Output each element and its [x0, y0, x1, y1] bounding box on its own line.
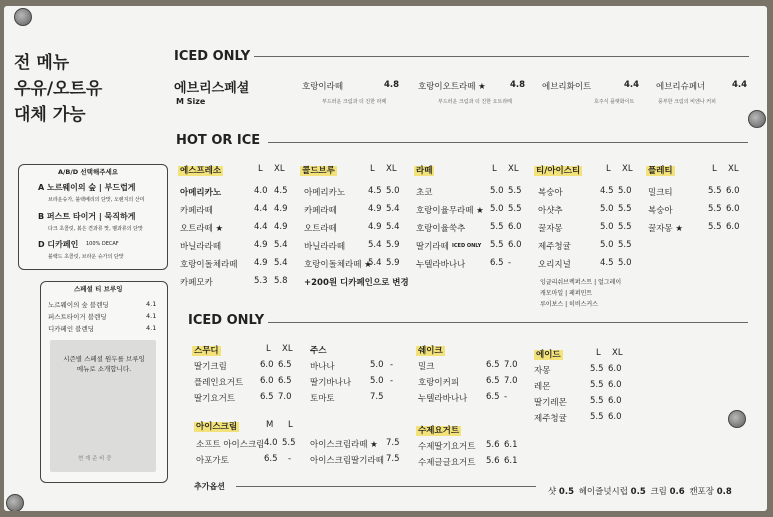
menu-item-name: 호랑이율무라떼 ★ — [416, 206, 484, 216]
col-l: L — [606, 164, 611, 174]
price-l: 6.0 — [260, 360, 274, 370]
price-xl: 5.0 — [386, 186, 400, 196]
menu-item-desc: 호주식 플랫화이트 — [594, 99, 635, 105]
category-flavortea: 플레티 — [648, 166, 673, 176]
menu-item-name: 카페라떼 — [304, 206, 337, 216]
menu-item-name: 초코 — [416, 188, 433, 198]
price-xl: 5.5 — [508, 204, 522, 214]
price-xl: 5.4 — [274, 240, 288, 250]
menu-item-name: 카페모카 — [180, 278, 213, 288]
col-l: L — [258, 164, 263, 174]
category-coldbrew: 콜드브루 — [302, 166, 335, 176]
menu-item-name: 제주청귤 — [538, 242, 571, 252]
menu-item-name: 딸기라떼 — [416, 242, 449, 252]
hot-or-ice-heading: HOT OR ICE — [176, 133, 261, 148]
price-xl: 6.0 — [608, 412, 622, 422]
price-xl: 5.0 — [618, 186, 632, 196]
category-ade: 에이드 — [536, 350, 561, 360]
price-l: 6.5 — [260, 392, 274, 402]
price-l: 6.5 — [486, 376, 500, 386]
price-l: 5.0 — [600, 204, 614, 214]
col-xl: XL — [728, 164, 739, 174]
brew-item-price: 4.1 — [146, 300, 157, 308]
price-l: 5.0 — [490, 204, 504, 214]
menu-item-name: 아이스크림딸기라떼 — [310, 456, 384, 466]
bean-select-heading: A/B/D 선택해주세요 — [58, 168, 119, 176]
price-xl: 4.5 — [274, 186, 288, 196]
screw-icon — [6, 494, 24, 511]
menu-item-name: 누텔라바나나 — [418, 394, 468, 404]
price-l: 5.5 — [708, 186, 722, 196]
col-xl: XL — [508, 164, 519, 174]
col-l: L — [370, 164, 375, 174]
price-xl: - — [390, 360, 394, 370]
menu-item-name: 딸기요거트 — [194, 394, 236, 404]
menu-item-name: 에브리화이트 — [542, 82, 592, 92]
tea-note: 캐모마일 | 페퍼민트 — [540, 290, 593, 297]
menu-item-name: 호랑이커피 — [418, 378, 460, 388]
menu-board — [4, 6, 767, 511]
menu-item-name: 아이스크림라떼 ★ — [310, 440, 378, 450]
price-xl: 7.0 — [504, 360, 518, 370]
col-l: L — [288, 420, 293, 430]
price-l: 5.4 — [368, 240, 382, 250]
category-tea: 티/아이스티 — [536, 166, 581, 176]
price-xl: 6.0 — [608, 396, 622, 406]
price-l: 7.5 — [370, 392, 384, 402]
menu-item-price: 7.5 — [386, 454, 400, 464]
price-l: 5.0 — [600, 240, 614, 250]
price-l: 6.5 — [486, 392, 500, 402]
menu-item-desc: 부드러운 크림과 더 진한 라떼 — [322, 99, 387, 105]
extra-price: 0.6 — [669, 487, 685, 497]
price-xl: 6.1 — [504, 440, 518, 450]
menu-item-price: 4.8 — [384, 80, 400, 90]
menu-item-name: 호랑이돌체라떼 ★ — [304, 260, 372, 270]
col-xl: XL — [386, 164, 397, 174]
menu-item-name: 에브리슈페너 — [656, 82, 706, 92]
col-xl: XL — [612, 348, 623, 358]
price-l: 4.4 — [254, 222, 268, 232]
brew-item-price: 4.1 — [146, 324, 157, 332]
price-l: 5.0 — [600, 222, 614, 232]
price-m: 4.0 — [264, 438, 278, 448]
price-l: 5.6 — [486, 456, 500, 466]
price-l: 5.0 — [490, 186, 504, 196]
price-l: 6.0 — [260, 376, 274, 386]
bean-option-desc: 다크 초콜릿, 볶은 견과류 맛, 벨과류의 단맛 — [48, 226, 143, 232]
col-xl: XL — [274, 164, 285, 174]
menu-item-name: 밀크티 — [648, 188, 673, 198]
price-l: - — [288, 454, 292, 464]
title-line-1: 전 메뉴 — [14, 53, 70, 73]
menu-item-name: 복숭아 — [538, 188, 563, 198]
price-l: 5.5 — [708, 204, 722, 214]
menu-item-name: 호랑이돌체라떼 — [180, 260, 238, 270]
price-l: 5.5 — [590, 380, 604, 390]
bean-option-title: D 디카페인 — [38, 240, 79, 249]
price-xl: - — [504, 392, 508, 402]
price-l: 4.5 — [600, 186, 614, 196]
price-l: 5.5 — [590, 396, 604, 406]
price-m: 6.5 — [264, 454, 278, 464]
price-l: 4.4 — [254, 204, 268, 214]
menu-item-name: 호랑이율쑥추 — [416, 224, 466, 234]
price-xl: - — [390, 376, 394, 386]
menu-item-name: 수제딸기요거트 — [418, 442, 476, 452]
price-xl: 6.0 — [608, 364, 622, 374]
price-xl: 5.4 — [386, 222, 400, 232]
menu-item-name: 아메리카노 — [180, 188, 222, 198]
menu-item-name: 딸기레몬 — [534, 398, 567, 408]
iced-only-top-heading: ICED ONLY — [174, 49, 251, 64]
menu-item-name: 소프트 아이스크림 — [196, 440, 265, 450]
price-xl: 5.9 — [386, 258, 400, 268]
price-l: 4.5 — [368, 186, 382, 196]
size-label: M Size — [176, 97, 206, 106]
price-xl: 5.4 — [274, 258, 288, 268]
price-xl: 7.0 — [278, 392, 292, 402]
menu-item-price: 4.8 — [510, 80, 526, 90]
category-smoothie: 스무디 — [194, 346, 219, 356]
price-l: 5.6 — [486, 440, 500, 450]
category-latte: 라떼 — [416, 166, 433, 176]
price-xl: 5.8 — [274, 276, 288, 286]
price-xl: 5.9 — [386, 240, 400, 250]
menu-item-name: 복숭아 — [648, 206, 673, 216]
price-l: 5.0 — [370, 360, 384, 370]
price-xl: 6.0 — [726, 222, 740, 232]
menu-item-name: 오리지널 — [538, 260, 571, 270]
bean-option-title: B 퍼스트 타이거 | 묵직하게 — [38, 212, 136, 221]
price-l: 5.5 — [590, 412, 604, 422]
price-l: 4.5 — [600, 258, 614, 268]
price-l: 4.9 — [254, 240, 268, 250]
price-xl: 6.0 — [508, 240, 522, 250]
menu-item-name: 호랑이오트라떼 ★ — [418, 82, 486, 92]
title-line-2: 우유/오트유 — [14, 79, 103, 99]
col-xl: XL — [282, 344, 293, 354]
menu-item-name: 오트라떼 ★ — [180, 224, 224, 234]
price-l: 5.3 — [254, 276, 268, 286]
category-icecream: 아이스크림 — [196, 422, 238, 432]
extra-price: 0.5 — [630, 487, 646, 497]
menu-item-name: 딸기바나나 — [310, 378, 352, 388]
price-xl: 6.5 — [278, 376, 292, 386]
bean-option-title: A 노르웨이의 숲 | 부드럽게 — [38, 183, 136, 192]
menu-item-name: 바나나 — [310, 362, 335, 372]
price-xl: 6.5 — [278, 360, 292, 370]
title-line-3: 대체 가능 — [14, 105, 86, 125]
menu-item-name: 밀크 — [418, 362, 435, 372]
price-xl: 5.0 — [618, 258, 632, 268]
decaf-note: +200원 디카페인으로 변경 — [304, 278, 409, 288]
menu-item-name: 아포가토 — [196, 456, 229, 466]
price-l: 5.5 — [708, 222, 722, 232]
menu-item-name: 아메리카노 — [304, 188, 346, 198]
category-shake: 쉐이크 — [418, 346, 443, 356]
price-xl: 6.1 — [504, 456, 518, 466]
price-l: 5.5 — [490, 222, 504, 232]
tea-note: 루이보스 | 히비스커스 — [540, 301, 599, 308]
menu-item-name: 바닐라라떼 — [304, 242, 346, 252]
menu-item-name: 수제글글요거트 — [418, 458, 476, 468]
extra-name: 크림 — [650, 487, 667, 497]
price-xl: 5.5 — [618, 222, 632, 232]
col-xl: XL — [622, 164, 633, 174]
price-xl: 7.0 — [504, 376, 518, 386]
menu-item-name: 자몽 — [534, 366, 551, 376]
menu-item-name: 토마토 — [310, 394, 335, 404]
brew-item-name: 디카페인 블렌딩 — [48, 325, 95, 333]
screw-icon — [748, 110, 766, 128]
col-l: L — [712, 164, 717, 174]
menu-item-desc: 부드러운 크림과 더 진한 오트라떼 — [438, 99, 512, 105]
extra-name: 헤이즐넛시럽 — [578, 487, 628, 497]
price-xl: 4.9 — [274, 222, 288, 232]
brew-item-name: 퍼스트타이거 블렌딩 — [48, 313, 107, 321]
price-xl: - — [508, 258, 512, 268]
menu-item-name: 오트라떼 — [304, 224, 337, 234]
price-l: 4.9 — [254, 258, 268, 268]
menu-item-name: 제주청귤 — [534, 414, 567, 424]
price-xl: 6.0 — [726, 204, 740, 214]
menu-item-name: 카페라떼 — [180, 206, 213, 216]
price-l: 6.5 — [486, 360, 500, 370]
category-juice: 주스 — [310, 346, 327, 356]
extra-price: 0.5 — [558, 487, 574, 497]
price-xl: 4.9 — [274, 204, 288, 214]
category-yogurt: 수제요거트 — [418, 426, 460, 436]
price-l: 5.0 — [370, 376, 384, 386]
price-l: 5.4 — [368, 258, 382, 268]
price-xl: 5.5 — [508, 186, 522, 196]
bean-option-desc: 블랙드 초콜릿, 브라운 슈가의 단맛 — [48, 254, 124, 260]
price-xl: 5.4 — [386, 204, 400, 214]
screw-icon — [14, 8, 32, 26]
price-l: 5.5 — [282, 438, 296, 448]
brew-item-price: 4.1 — [146, 312, 157, 320]
brew-item-name: 노르웨이의 숲 블렌딩 — [48, 301, 109, 309]
menu-item-name: 호랑이라떼 — [302, 82, 344, 92]
menu-item-name: 꿀자몽 ★ — [648, 224, 683, 234]
price-xl: 6.0 — [608, 380, 622, 390]
coming-soon-text: 시즌별 스페셜 원두를 브루잉 메뉴로 소개합니다. — [63, 355, 145, 373]
special-brewing-heading: 스페셜 티 브루잉 — [74, 285, 123, 293]
menu-item-name: 누텔라바나나 — [416, 260, 466, 270]
col-l: L — [492, 164, 497, 174]
bean-option-desc: 브라운슈가, 블랙베리의 단맛, 오렌지의 산미 — [48, 197, 145, 203]
tea-note: 잉글리쉬브렉퍼스트 | 얼그레이 — [540, 279, 622, 286]
every-special-title: 에브리스페셜 — [174, 81, 250, 96]
screw-icon — [728, 410, 746, 428]
price-l: 5.5 — [590, 364, 604, 374]
iced-only-heading: ICED ONLY — [188, 313, 265, 328]
col-m: M — [266, 420, 274, 430]
menu-item-price: 4.4 — [624, 80, 640, 90]
col-l: L — [596, 348, 601, 358]
menu-item-desc: 풍부한 크림의 비엔나 커피 — [658, 99, 716, 105]
price-l: 5.5 — [490, 240, 504, 250]
extra-name: 샷 — [548, 487, 557, 497]
coming-soon-footer: 현 재 준 비 중 — [78, 456, 112, 462]
price-xl: 5.5 — [618, 204, 632, 214]
menu-item-name: 레몬 — [534, 382, 551, 392]
extra-price: 0.8 — [716, 487, 732, 497]
category-espresso: 에스프레소 — [180, 166, 222, 176]
menu-item-name: 아샷추 — [538, 206, 563, 216]
menu-item-name: 플레인요거트 — [194, 378, 244, 388]
price-xl: 5.5 — [618, 240, 632, 250]
price-l: 4.9 — [368, 204, 382, 214]
price-l: 4.0 — [254, 186, 268, 196]
price-l: 6.5 — [490, 258, 504, 268]
menu-item-name: 꿀자몽 — [538, 224, 563, 234]
decaf-tag: 100% DECAF — [86, 241, 119, 247]
iced-only-tag: ICED ONLY — [452, 243, 482, 249]
extras-list — [548, 485, 732, 497]
price-l: 4.9 — [368, 222, 382, 232]
price-xl: 6.0 — [508, 222, 522, 232]
menu-item-price: 7.5 — [386, 438, 400, 448]
menu-item-price: 4.4 — [732, 80, 748, 90]
menu-item-name: 바닐라라떼 — [180, 242, 222, 252]
col-l: L — [266, 344, 271, 354]
menu-item-name: 딸기크림 — [194, 362, 227, 372]
extra-name: 캔포장 — [689, 487, 714, 497]
extras-heading: 추가옵션 — [194, 482, 225, 491]
price-xl: 6.0 — [726, 186, 740, 196]
